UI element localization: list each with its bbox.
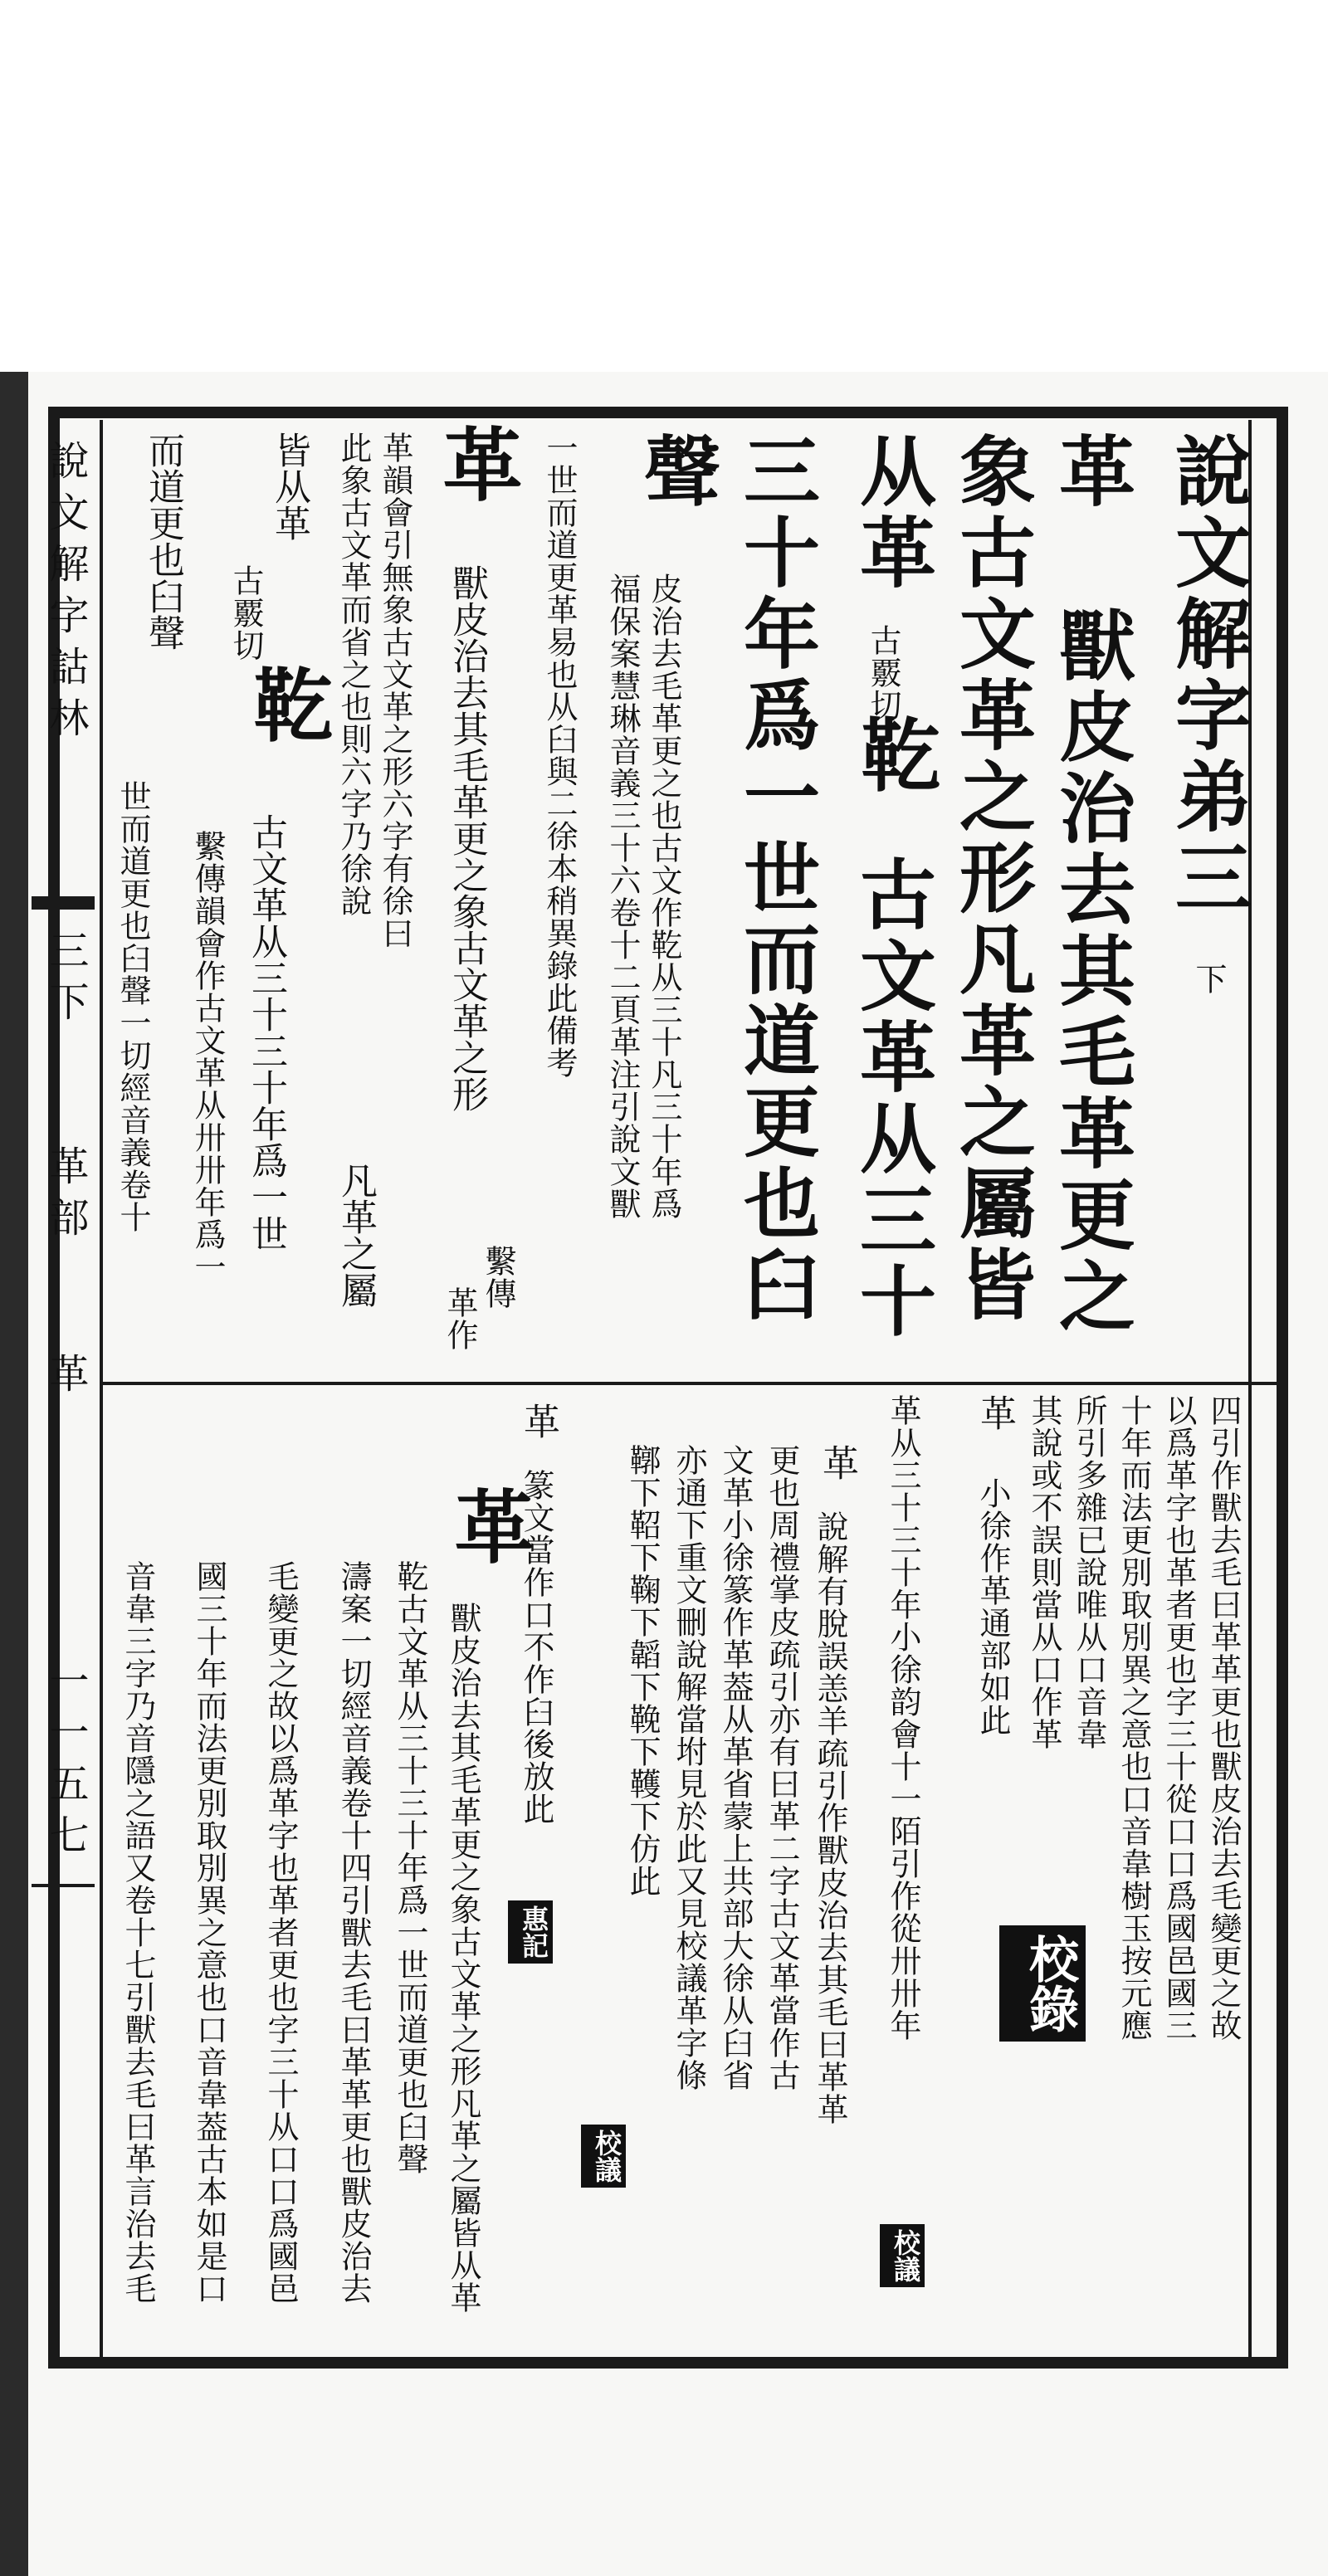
lower-commentary-line: 篆文當作口不作臼後放此	[518, 1469, 554, 1825]
upper-commentary-line: 獸皮治去其毛革更之象古文革之形	[446, 564, 488, 1112]
lower-commentary-line: 革	[974, 1394, 1016, 1431]
running-head-page-number: 一一五七	[42, 1660, 89, 1866]
lower-commentary-line: 革	[517, 1403, 559, 1439]
seal-glyph: 革	[442, 1486, 535, 1565]
chapter-heading: 說文解字弟三	[1163, 432, 1252, 920]
main-text-line-4: 三十年爲一世而道更也臼	[731, 432, 821, 1326]
seal-glyph-ancient-form: 䩐	[241, 664, 334, 744]
entry-character: 革	[1047, 432, 1136, 513]
upper-commentary-line: 皆从革	[268, 432, 310, 541]
horizontal-divider	[100, 1382, 1277, 1385]
upper-commentary-line: 而道更也臼聲	[142, 432, 184, 651]
lower-commentary-line: 獸皮治去其毛革更之象古文革之形凡革之屬皆从革	[445, 1602, 481, 2314]
running-head-band	[32, 896, 95, 910]
lower-commentary-line: 十年而法更別取別異之意也口音韋樹玉按元應	[1116, 1394, 1152, 2042]
lower-commentary-line: 鞹下鞀下鞠下韜下鞔下韄下仿此	[624, 1444, 661, 1897]
lower-commentary-line: 所引多雜已說唯从口音韋	[1071, 1394, 1107, 1750]
chapter-heading-note: 下	[1190, 963, 1227, 995]
badge-jiaolu: 校錄	[999, 1925, 1086, 2042]
lower-commentary-line: 革从三十三十年小徐韵會十一陌引作從卅卅年	[885, 1394, 921, 2042]
badge-huiji: 惠記	[508, 1900, 553, 1964]
upper-commentary-line: 凡革之屬	[334, 1162, 377, 1308]
main-text-line-3b: 古文革从三十	[847, 855, 937, 1343]
lower-commentary-line: 四引作獸去毛曰革革更也獸皮治去毛變更之故	[1205, 1394, 1242, 2042]
upper-commentary-line: 此象古文革而省之也則六字乃徐說	[335, 432, 372, 917]
running-head-rule	[32, 1884, 95, 1887]
upper-commentary-line: 一世而道更革易也从臼與二徐本稍異錄此備考	[541, 432, 578, 1079]
lower-commentary-line: 小徐作革通部如此	[974, 1477, 1011, 1736]
lower-commentary-line: 文革小徐篆作革葢从革省蒙上共部大徐从臼省	[717, 1444, 754, 2091]
lower-commentary-line: 以爲革字也革者更也字三十從口口爲國邑國三	[1160, 1394, 1197, 2042]
main-text-pronunciation: 古覈切	[865, 624, 901, 721]
seal-glyph-ancient-form: 䩐	[848, 714, 942, 793]
upper-commentary-note: 古覈切	[227, 564, 264, 661]
lower-commentary-line: 亦通下重文刪說解當坿見於此又見校議革字條	[671, 1444, 707, 2091]
main-text-line-1: 獸皮治去其毛革更之	[1047, 606, 1136, 1338]
badge-jiaoyi: 校議	[581, 2125, 626, 2188]
running-head	[32, 432, 95, 1892]
lower-commentary-line: 革	[816, 1444, 858, 1481]
upper-commentary-line: 革韻會引無象古文革之形六字有徐曰	[377, 432, 413, 949]
lower-commentary-line: 說解有脫誤恙羊疏引作獸皮治去其毛曰革革	[812, 1510, 848, 2125]
running-head-section: 革部	[42, 1145, 89, 1248]
running-head-volume: 三下	[42, 929, 89, 1032]
seal-glyph: 革	[430, 423, 524, 503]
lower-commentary-line: 䩐古文革从三十三十年爲一世而道更也臼聲	[392, 1560, 428, 2175]
main-text-line-3a: 从革	[847, 432, 937, 594]
upper-commentary-line: 皮治去毛革更之也古文作䩐从三十凡三十年爲	[646, 573, 682, 1220]
lower-commentary-line: 濤案一切經音義卷十四引獸去毛曰革革更也獸皮治去	[335, 1560, 372, 2305]
upper-commentary-line: 福保案慧琳音義三十六卷十二頁革注引說文獸	[604, 573, 641, 1220]
main-text-line-5: 聲	[632, 432, 721, 513]
upper-commentary-line: 繫傳韻會作古文革从卅卅年爲一	[189, 830, 226, 1283]
badge-jiaoyi: 校議	[880, 2224, 925, 2287]
main-text-line-2: 象古文革之形凡革之屬皆	[947, 432, 1037, 1326]
lower-commentary-line: 其說或不誤則當从口作革	[1026, 1394, 1062, 1750]
lower-commentary-line: 國三十年而法更別取別異之意也口音韋葢古本如是口	[191, 1560, 227, 2305]
lower-commentary-line: 音韋三字乃音隱之語又卷十七引獸去毛曰革言治去毛	[120, 1560, 156, 2305]
upper-commentary-line: 古文革从三十三十年爲一世	[245, 813, 287, 1251]
running-head-title: 說文解字詁林	[42, 440, 89, 749]
running-head-char: 革	[42, 1353, 89, 1404]
lower-commentary-line: 毛變更之故以爲革字也革者更也字三十从口口爲國邑	[262, 1560, 299, 2305]
upper-commentary-note: 革作	[442, 1286, 478, 1351]
scan-edge	[0, 372, 28, 2576]
lower-commentary-line: 更也周禮掌皮疏引亦有曰革二字古文革當作古	[764, 1444, 800, 2091]
margin-rule	[100, 420, 103, 2357]
upper-commentary-note: 繫傳	[480, 1245, 516, 1310]
upper-commentary-line: 世而道更也臼聲一切經音義卷十	[115, 780, 151, 1233]
